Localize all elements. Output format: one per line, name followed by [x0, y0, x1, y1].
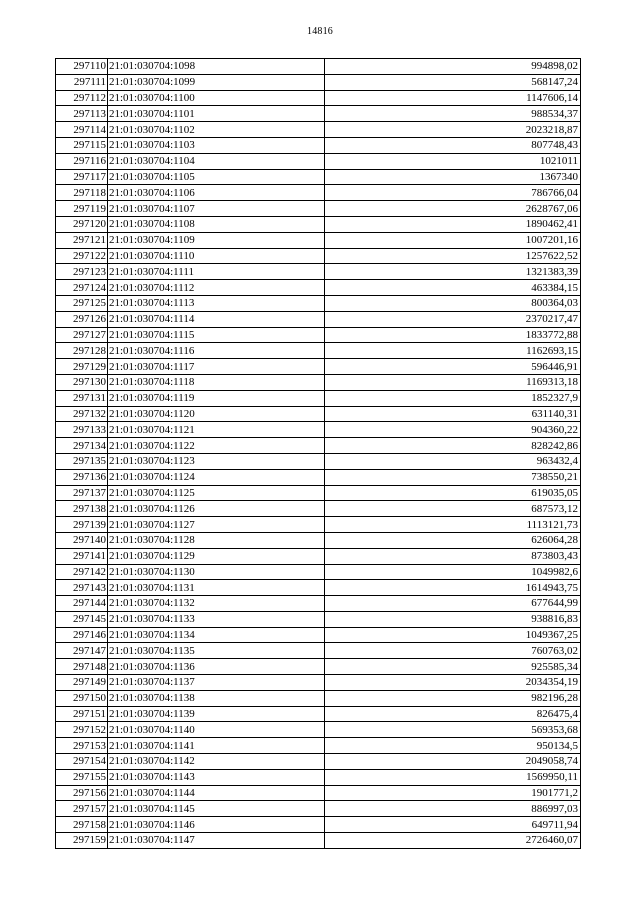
cadastral-number-cell: 21:01:030704:1098 [108, 59, 325, 75]
table-row [56, 611, 581, 627]
cadastral-number-cell: 21:01:030704:1137 [108, 675, 325, 691]
cadastral-number-cell: 21:01:030704:1128 [108, 532, 325, 548]
value-cell: 1257622,52 [325, 248, 581, 264]
value-cell: 938816,83 [325, 611, 581, 627]
row-number-cell: 297134 [56, 438, 108, 454]
row-number-cell: 297122 [56, 248, 108, 264]
table-row [56, 769, 581, 785]
table-row [56, 485, 581, 501]
table-row [56, 785, 581, 801]
value-cell: 626064,28 [325, 532, 581, 548]
row-number-cell: 297147 [56, 643, 108, 659]
table-row [56, 627, 581, 643]
row-number-cell: 297115 [56, 137, 108, 153]
row-number-cell: 297152 [56, 722, 108, 738]
cadastral-number-cell: 21:01:030704:1135 [108, 643, 325, 659]
cadastral-number-cell: 21:01:030704:1116 [108, 343, 325, 359]
value-cell: 649711,94 [325, 817, 581, 833]
row-number-cell: 297158 [56, 817, 108, 833]
cadastral-number-cell: 21:01:030704:1144 [108, 785, 325, 801]
cadastral-number-cell: 21:01:030704:1142 [108, 754, 325, 770]
table-row [56, 311, 581, 327]
table-row [56, 201, 581, 217]
table-row [56, 232, 581, 248]
row-number-cell: 297116 [56, 153, 108, 169]
table-row [56, 801, 581, 817]
table-row [56, 817, 581, 833]
table-row [56, 264, 581, 280]
value-cell: 950134,5 [325, 738, 581, 754]
value-cell: 886997,03 [325, 801, 581, 817]
cadastral-number-cell: 21:01:030704:1117 [108, 359, 325, 375]
value-cell: 1852327,9 [325, 390, 581, 406]
row-number-cell: 297143 [56, 580, 108, 596]
value-cell: 982196,28 [325, 690, 581, 706]
table-body [56, 59, 581, 849]
row-number-cell: 297117 [56, 169, 108, 185]
row-number-cell: 297150 [56, 690, 108, 706]
cadastral-number-cell: 21:01:030704:1111 [108, 264, 325, 280]
value-cell: 1021011 [325, 153, 581, 169]
table-row [56, 422, 581, 438]
value-cell: 677644,99 [325, 596, 581, 612]
value-cell: 2726460,07 [325, 833, 581, 849]
table-row [56, 469, 581, 485]
table-row [56, 548, 581, 564]
cadastral-number-cell: 21:01:030704:1147 [108, 833, 325, 849]
table-row [56, 374, 581, 390]
value-cell: 568147,24 [325, 74, 581, 90]
row-number-cell: 297139 [56, 517, 108, 533]
row-number-cell: 297155 [56, 769, 108, 785]
value-cell: 1890462,41 [325, 216, 581, 232]
value-cell: 631140,31 [325, 406, 581, 422]
value-cell: 1049982,6 [325, 564, 581, 580]
cadastral-number-cell: 21:01:030704:1112 [108, 280, 325, 296]
table-row [56, 90, 581, 106]
table-row [56, 580, 581, 596]
row-number-cell: 297118 [56, 185, 108, 201]
value-cell: 1321383,39 [325, 264, 581, 280]
table-row [56, 122, 581, 138]
cadastral-number-cell: 21:01:030704:1118 [108, 374, 325, 390]
table-row [56, 106, 581, 122]
table-row [56, 153, 581, 169]
value-cell: 2628767,06 [325, 201, 581, 217]
table-row [56, 343, 581, 359]
row-number-cell: 297148 [56, 659, 108, 675]
value-cell: 925585,34 [325, 659, 581, 675]
value-cell: 1147606,14 [325, 90, 581, 106]
row-number-cell: 297125 [56, 295, 108, 311]
row-number-cell: 297112 [56, 90, 108, 106]
cadastral-number-cell: 21:01:030704:1133 [108, 611, 325, 627]
table-row [56, 738, 581, 754]
table-row [56, 501, 581, 517]
cadastral-number-cell: 21:01:030704:1127 [108, 517, 325, 533]
cadastral-number-cell: 21:01:030704:1099 [108, 74, 325, 90]
cadastral-number-cell: 21:01:030704:1102 [108, 122, 325, 138]
value-cell: 1169313,18 [325, 374, 581, 390]
table-row [56, 59, 581, 75]
cadastral-number-cell: 21:01:030704:1107 [108, 201, 325, 217]
value-cell: 786766,04 [325, 185, 581, 201]
table-row [56, 659, 581, 675]
cadastral-number-cell: 21:01:030704:1115 [108, 327, 325, 343]
cadastral-number-cell: 21:01:030704:1136 [108, 659, 325, 675]
cadastral-number-cell: 21:01:030704:1141 [108, 738, 325, 754]
row-number-cell: 297151 [56, 706, 108, 722]
row-number-cell: 297144 [56, 596, 108, 612]
cadastral-number-cell: 21:01:030704:1134 [108, 627, 325, 643]
value-cell: 800364,03 [325, 295, 581, 311]
value-cell: 963432,4 [325, 453, 581, 469]
cadastral-number-cell: 21:01:030704:1131 [108, 580, 325, 596]
cadastral-number-cell: 21:01:030704:1113 [108, 295, 325, 311]
cadastral-number-cell: 21:01:030704:1119 [108, 390, 325, 406]
table-row [56, 390, 581, 406]
row-number-cell: 297137 [56, 485, 108, 501]
value-cell: 1901771,2 [325, 785, 581, 801]
cadastral-number-cell: 21:01:030704:1123 [108, 453, 325, 469]
row-number-cell: 297114 [56, 122, 108, 138]
cadastral-number-cell: 21:01:030704:1101 [108, 106, 325, 122]
cadastral-number-cell: 21:01:030704:1132 [108, 596, 325, 612]
cadastral-number-cell: 21:01:030704:1138 [108, 690, 325, 706]
row-number-cell: 297111 [56, 74, 108, 90]
table-row [56, 643, 581, 659]
row-number-cell: 297123 [56, 264, 108, 280]
value-cell: 826475,4 [325, 706, 581, 722]
cadastral-number-cell: 21:01:030704:1129 [108, 548, 325, 564]
cadastral-number-cell: 21:01:030704:1143 [108, 769, 325, 785]
page-number: 14816 [307, 26, 333, 37]
value-cell: 2034354,19 [325, 675, 581, 691]
table-row [56, 295, 581, 311]
cadastral-number-cell: 21:01:030704:1106 [108, 185, 325, 201]
value-cell: 569353,68 [325, 722, 581, 738]
cadastral-number-cell: 21:01:030704:1109 [108, 232, 325, 248]
cadastral-number-cell: 21:01:030704:1125 [108, 485, 325, 501]
cadastral-number-cell: 21:01:030704:1108 [108, 216, 325, 232]
value-cell: 807748,43 [325, 137, 581, 153]
cadastral-number-cell: 21:01:030704:1146 [108, 817, 325, 833]
table-row [56, 532, 581, 548]
value-cell: 1049367,25 [325, 627, 581, 643]
table-row [56, 722, 581, 738]
row-number-cell: 297119 [56, 201, 108, 217]
table-row [56, 216, 581, 232]
row-number-cell: 297154 [56, 754, 108, 770]
cadastral-number-cell: 21:01:030704:1105 [108, 169, 325, 185]
value-cell: 760763,02 [325, 643, 581, 659]
row-number-cell: 297127 [56, 327, 108, 343]
table-row [56, 185, 581, 201]
row-number-cell: 297126 [56, 311, 108, 327]
row-number-cell: 297138 [56, 501, 108, 517]
value-cell: 1569950,11 [325, 769, 581, 785]
table-row [56, 690, 581, 706]
value-cell: 1162693,15 [325, 343, 581, 359]
row-number-cell: 297136 [56, 469, 108, 485]
value-cell: 1367340 [325, 169, 581, 185]
table-row [56, 453, 581, 469]
table-row [56, 406, 581, 422]
row-number-cell: 297110 [56, 59, 108, 75]
cadastral-number-cell: 21:01:030704:1104 [108, 153, 325, 169]
row-number-cell: 297124 [56, 280, 108, 296]
cadastral-number-cell: 21:01:030704:1139 [108, 706, 325, 722]
cadastral-number-cell: 21:01:030704:1140 [108, 722, 325, 738]
table-row [56, 833, 581, 849]
row-number-cell: 297156 [56, 785, 108, 801]
value-cell: 873803,43 [325, 548, 581, 564]
value-cell: 687573,12 [325, 501, 581, 517]
row-number-cell: 297128 [56, 343, 108, 359]
row-number-cell: 297145 [56, 611, 108, 627]
row-number-cell: 297153 [56, 738, 108, 754]
value-cell: 988534,37 [325, 106, 581, 122]
row-number-cell: 297129 [56, 359, 108, 375]
cadastral-number-cell: 21:01:030704:1121 [108, 422, 325, 438]
value-cell: 1833772,88 [325, 327, 581, 343]
row-number-cell: 297140 [56, 532, 108, 548]
value-cell: 904360,22 [325, 422, 581, 438]
table-row [56, 517, 581, 533]
table-row [56, 675, 581, 691]
cadastral-number-cell: 21:01:030704:1126 [108, 501, 325, 517]
value-cell: 1614943,75 [325, 580, 581, 596]
row-number-cell: 297159 [56, 833, 108, 849]
value-cell: 2023218,87 [325, 122, 581, 138]
cadastral-number-cell: 21:01:030704:1103 [108, 137, 325, 153]
cadastral-number-cell: 21:01:030704:1100 [108, 90, 325, 106]
value-cell: 1007201,16 [325, 232, 581, 248]
table-row [56, 564, 581, 580]
value-cell: 596446,91 [325, 359, 581, 375]
table-row [56, 74, 581, 90]
value-cell: 2370217,47 [325, 311, 581, 327]
table-row [56, 327, 581, 343]
table-row [56, 706, 581, 722]
table-row [56, 137, 581, 153]
cadastral-number-cell: 21:01:030704:1114 [108, 311, 325, 327]
row-number-cell: 297131 [56, 390, 108, 406]
row-number-cell: 297120 [56, 216, 108, 232]
table-row [56, 359, 581, 375]
table-row [56, 754, 581, 770]
value-cell: 738550,21 [325, 469, 581, 485]
row-number-cell: 297132 [56, 406, 108, 422]
row-number-cell: 297113 [56, 106, 108, 122]
cadastral-number-cell: 21:01:030704:1122 [108, 438, 325, 454]
row-number-cell: 297130 [56, 374, 108, 390]
cadastral-number-cell: 21:01:030704:1145 [108, 801, 325, 817]
table-row [56, 169, 581, 185]
cadastral-number-cell: 21:01:030704:1120 [108, 406, 325, 422]
cadastral-number-cell: 21:01:030704:1124 [108, 469, 325, 485]
value-cell: 1113121,73 [325, 517, 581, 533]
value-cell: 619035,05 [325, 485, 581, 501]
table-row [56, 248, 581, 264]
row-number-cell: 297149 [56, 675, 108, 691]
value-cell: 2049058,74 [325, 754, 581, 770]
row-number-cell: 297121 [56, 232, 108, 248]
row-number-cell: 297142 [56, 564, 108, 580]
row-number-cell: 297157 [56, 801, 108, 817]
table-row [56, 438, 581, 454]
table-row [56, 280, 581, 296]
row-number-cell: 297133 [56, 422, 108, 438]
row-number-cell: 297135 [56, 453, 108, 469]
value-cell: 828242,86 [325, 438, 581, 454]
cadastral-value-table [55, 58, 581, 849]
value-cell: 994898,02 [325, 59, 581, 75]
row-number-cell: 297141 [56, 548, 108, 564]
value-cell: 463384,15 [325, 280, 581, 296]
table-row [56, 596, 581, 612]
cadastral-number-cell: 21:01:030704:1130 [108, 564, 325, 580]
row-number-cell: 297146 [56, 627, 108, 643]
cadastral-number-cell: 21:01:030704:1110 [108, 248, 325, 264]
